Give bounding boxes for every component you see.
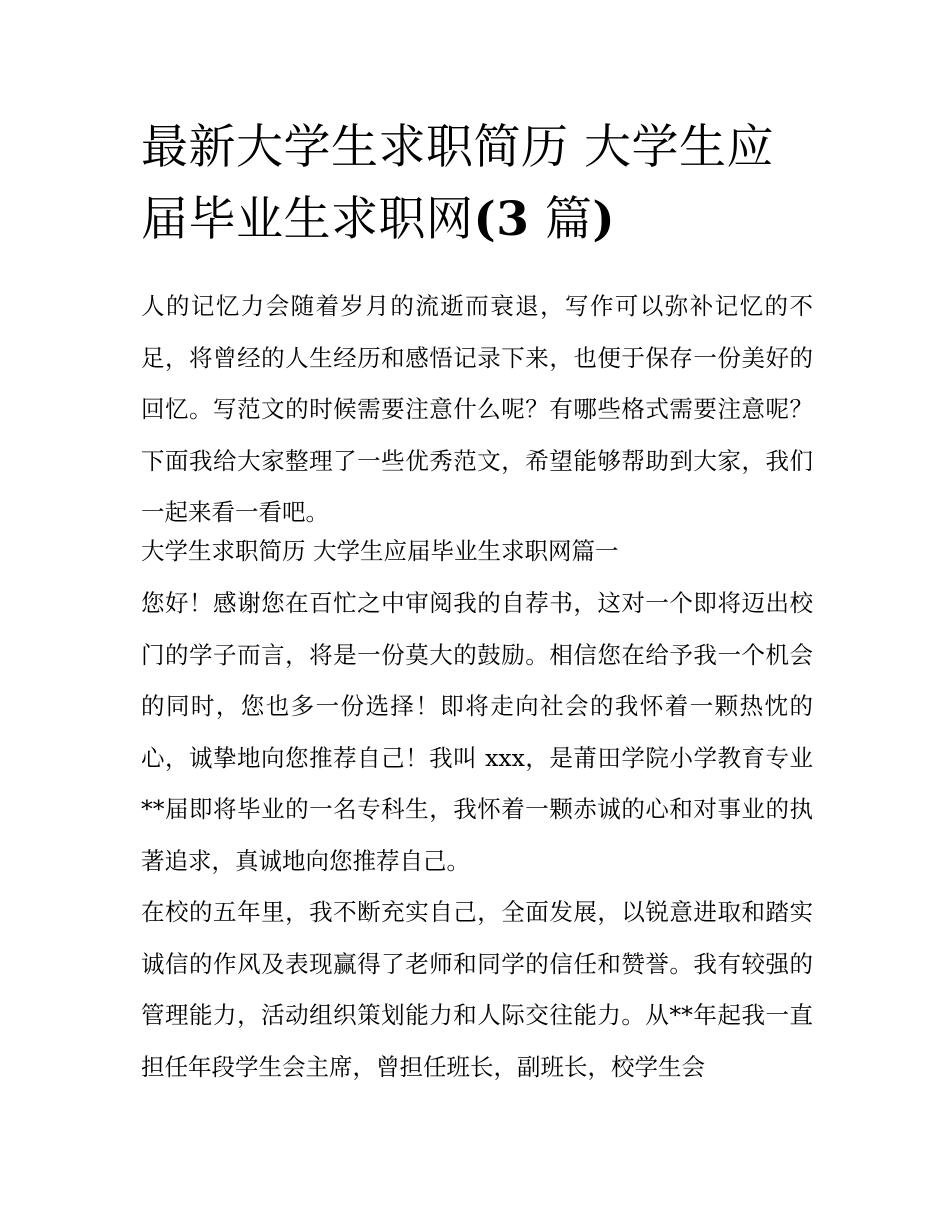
title-line-2-suffix: ) [592, 192, 616, 247]
body-paragraph-1: 您好！感谢您在百忙之中审阅我的自荐书，这对一个即将迈出校门的学子而言，将是一份莫大的鼓励。相信您在给予我一个机会的同时，您也多一份选择！即将走向社会的我怀着一颗热忱的心，诚挚地向您推荐自己！我叫 xxx，是莆田学院小学教育专业**届即将毕业的一名专科生，我怀着一颗赤诚的心和对事业的执著追求，真诚地向您推荐自己。 [141, 589, 813, 875]
document-title [141, 112, 821, 256]
title-line-1: 最新大学生求职简历 大学生应 [141, 120, 774, 175]
title-line-2-prefix: 届毕业生求职网 [141, 192, 474, 247]
body-paragraph-2: 在校的五年里，我不断充实自己，全面发展，以锐意进取和踏实诚信的作风及表现赢得了老师和同学的信任和赞誉。我有较强的管理能力，活动组织策划能力和人际交往能力。从**年起我一直担任年段学生会主席，曾担任班长，副班长，校学生会 [141, 898, 813, 1081]
section-heading: 大学生求职简历 大学生应届毕业生求职网篇一 [141, 537, 619, 565]
title-line-2-bold: (3 [473, 192, 530, 247]
intro-paragraph: 人的记忆力会随着岁月的流逝而衰退，写作可以弥补记忆的不足，将曾经的人生经历和感悟记录下来，也便于保存一份美好的回忆。写范文的时候需要注意什么呢？有哪些格式需要注意呢？下面我给大家整理了一些优秀范文，希望能够帮助到大家，我们一起来看一看吧。 [141, 292, 813, 526]
title-line-2-mid: 篇 [529, 192, 593, 247]
